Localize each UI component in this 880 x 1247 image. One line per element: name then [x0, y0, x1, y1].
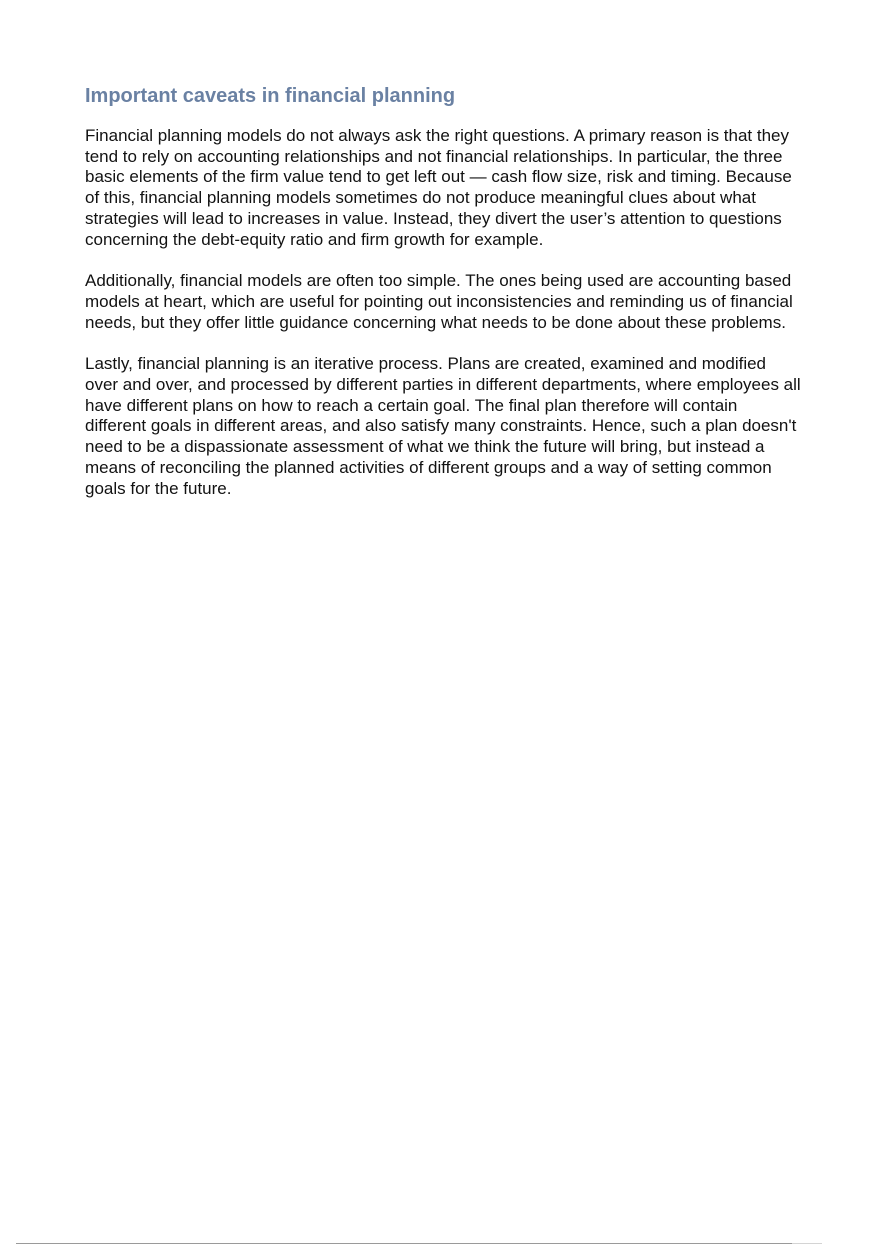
- footer-divider-tail: [792, 1243, 822, 1244]
- paragraph-3: Lastly, financial planning is an iterative process. Plans are created, examined and modified over and over, and processed by different parties in different departments, where employees all have different plans on how to reach a certain goal. The final plan therefore will contain different goals in different areas, and also satisfy many constraints. Hence, such a plan doesn't need to be a dispassionate assessment of what we think the future will bring, but instead a means of reconciling the planned activities of different groups and a way of setting common goals for the future.: [85, 354, 801, 498]
- page-content: [85, 83, 801, 499]
- paragraph-1: Financial planning models do not always ask the right questions. A primary reason is that they tend to rely on accounting relationships and not financial relationships. In particular, the three basic elements of the firm value tend to get left out — cash flow size, risk and timing. Because of this, financial planning models sometimes do not produce meaningful clues about what strategies will lead to increases in value. Instead, they divert the user’s attention to questions concerning the debt-equity ratio and firm growth for example.: [85, 126, 792, 249]
- footer-divider: [16, 1243, 822, 1244]
- section-title: Important caveats in financial planning: [85, 85, 456, 107]
- paragraph-2: Additionally, financial models are often too simple. The ones being used are accounting based models at heart, which are useful for pointing out inconsistencies and reminding us of financial needs, but they offer little guidance concerning what needs to be done about these problems.: [85, 271, 793, 332]
